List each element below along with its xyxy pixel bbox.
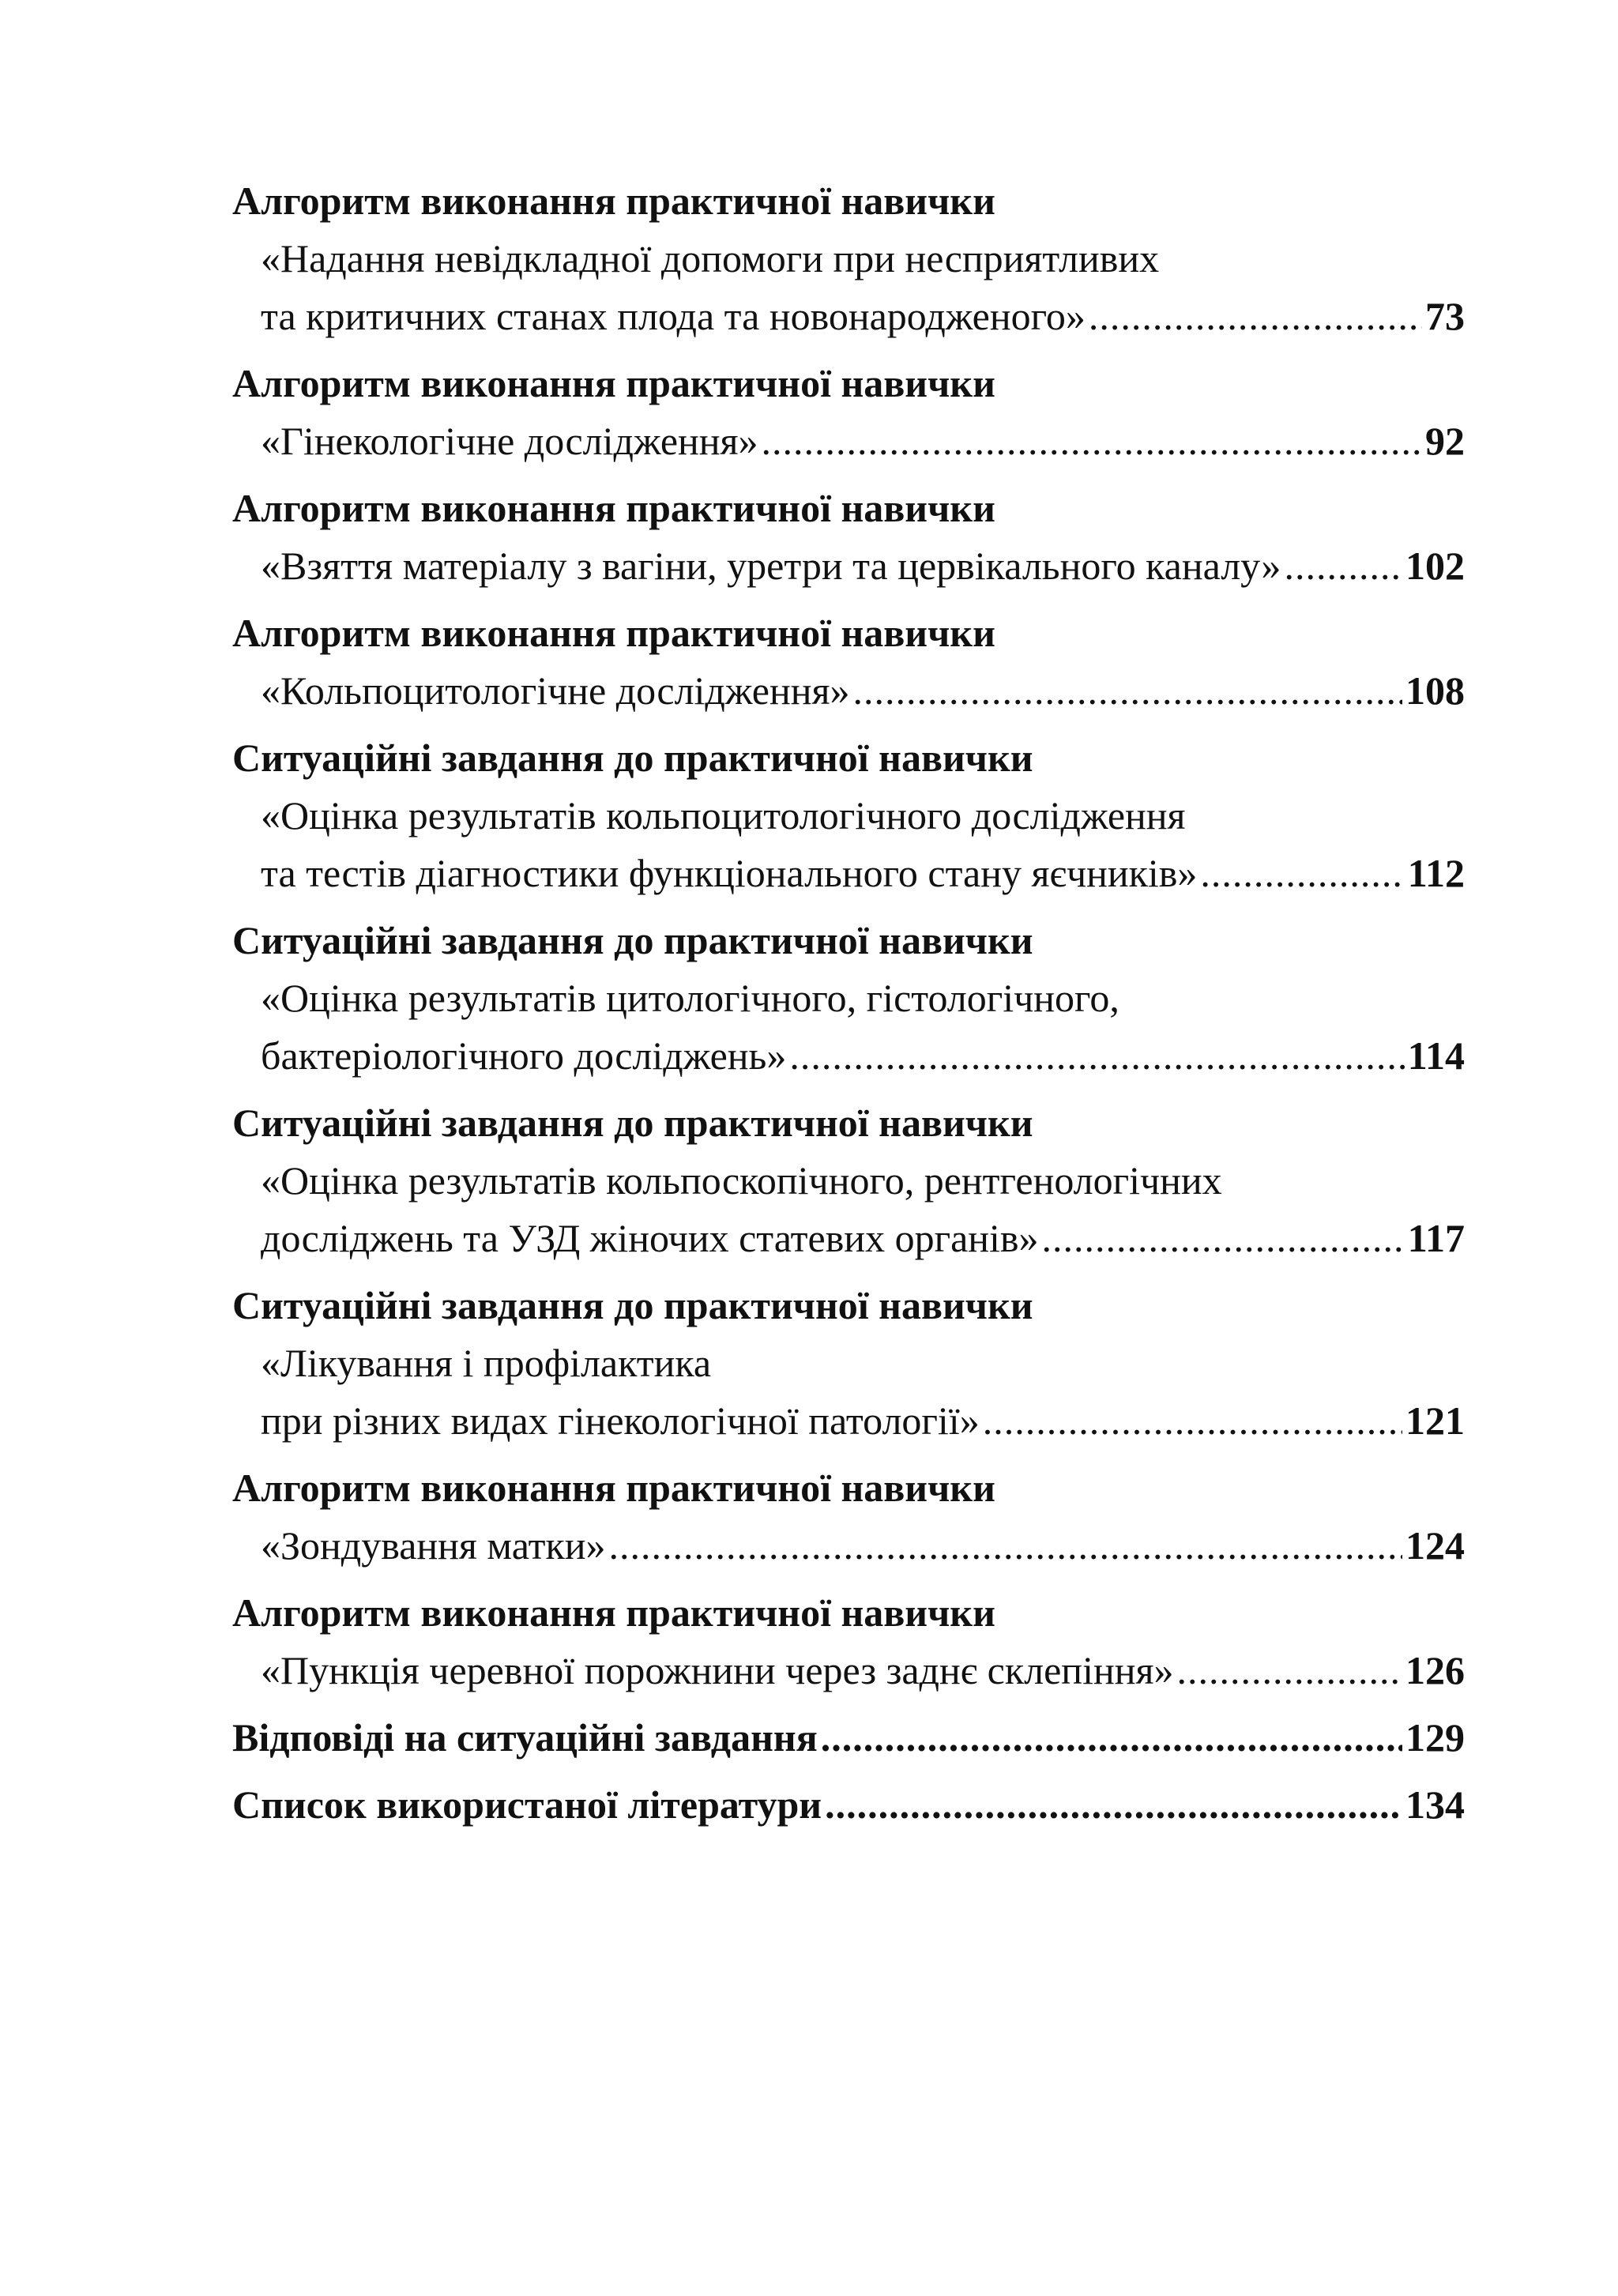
leader-dots <box>789 1027 1404 1085</box>
toc-answers-label: Відповіді на ситуаційні завдання <box>232 1715 818 1760</box>
toc-entry-title-line <box>232 1210 1465 1267</box>
leader-dots <box>1042 1210 1405 1267</box>
toc-entry-answers <box>232 1709 1465 1767</box>
leader-dots <box>1284 537 1402 595</box>
toc-references-line <box>232 1776 1465 1834</box>
toc-entry <box>232 1277 1465 1450</box>
toc-entry <box>232 355 1465 470</box>
toc-entry-page-number[interactable]: 92 <box>1425 419 1465 463</box>
toc-entry-page-number[interactable]: 126 <box>1405 1648 1465 1692</box>
leader-dots <box>1200 845 1404 902</box>
toc-entry-page-number[interactable]: 121 <box>1405 1398 1465 1443</box>
toc-entry-heading: Алгоритм виконання практичної навички <box>232 1466 995 1510</box>
toc-entry <box>232 172 1465 345</box>
toc-entry-title-line: «Оцінка результатів кольпоцитологічного дослідження <box>261 793 1186 837</box>
toc-entry-title-line: «Лікування і профілактика <box>261 1341 712 1385</box>
leader-dots <box>852 662 1402 720</box>
toc-answers-page-number[interactable]: 129 <box>1405 1715 1465 1760</box>
toc-entry-heading: Ситуаційні завдання до практичної навички <box>232 918 1033 962</box>
toc-entry <box>232 1584 1465 1699</box>
toc-entry-page-number[interactable]: 108 <box>1405 668 1465 713</box>
toc-entry-title-line: «Оцінка результатів кольпоскопічного, рентгенологічних <box>261 1158 1222 1203</box>
toc-answers-line <box>232 1709 1465 1767</box>
toc-entry <box>232 604 1465 720</box>
toc-entry-page-number[interactable]: 124 <box>1405 1523 1465 1568</box>
toc-entry-title-line <box>232 1642 1465 1699</box>
toc-entry <box>232 1459 1465 1575</box>
toc-entry-heading: Алгоритм виконання практичної навички <box>232 1590 995 1635</box>
toc-entry-page-number[interactable]: 112 <box>1407 851 1465 895</box>
toc-entry-title-text: та тестів діагностики функціонального стану яєчників» <box>261 851 1198 895</box>
toc-entry-page-number[interactable]: 73 <box>1425 294 1465 338</box>
toc-entry-title-text: досліджень та УЗД жіночих статевих органів» <box>261 1216 1039 1260</box>
leader-dots <box>609 1517 1403 1575</box>
toc-entry-title-text: та критичних станах плода та новонародженого» <box>261 294 1086 338</box>
toc-entry-heading: Алгоритм виконання практичної навички <box>232 361 995 405</box>
leader-dots <box>1089 288 1422 345</box>
toc-entry-page-number[interactable]: 117 <box>1407 1216 1465 1260</box>
toc-entry-title-text: «Кольпоцитологічне дослідження» <box>261 668 850 713</box>
toc-entry-title-line: «Оцінка результатів цитологічного, гістологічного, <box>261 976 1119 1020</box>
toc-entry-title-line <box>232 845 1465 902</box>
toc-entry <box>232 912 1465 1085</box>
toc-entry-title-line <box>232 1027 1465 1085</box>
toc-entry-title-line <box>232 1392 1465 1450</box>
toc-entry-heading: Ситуаційні завдання до практичної навички <box>232 736 1033 780</box>
toc-references-page-number[interactable]: 134 <box>1405 1782 1465 1827</box>
toc-entry <box>232 1094 1465 1267</box>
toc-entry-title-line <box>232 288 1465 345</box>
table-of-contents <box>232 172 1465 1843</box>
toc-entry-title-text: «Взяття матеріалу з вагіни, уретри та цервікального каналу» <box>261 544 1281 588</box>
toc-entry-page-number[interactable]: 102 <box>1405 544 1465 588</box>
toc-entry-references <box>232 1776 1465 1834</box>
toc-references-label: Список використаної літератури <box>232 1782 822 1827</box>
toc-entry-heading: Ситуаційні завдання до практичної навички <box>232 1101 1033 1145</box>
toc-entry-heading: Алгоритм виконання практичної навички <box>232 179 995 223</box>
leader-dots <box>1176 1642 1402 1699</box>
toc-entry-page-number[interactable]: 114 <box>1407 1033 1465 1078</box>
toc-entry <box>232 729 1465 902</box>
toc-entry-heading: Алгоритм виконання практичної навички <box>232 611 995 655</box>
toc-entry-title-line <box>232 662 1465 720</box>
toc-entry-heading: Алгоритм виконання практичної навички <box>232 486 995 530</box>
toc-entry-title-text: «Зондування матки» <box>261 1523 606 1568</box>
leader-dots <box>821 1709 1402 1767</box>
toc-entry-title-text: «Гінекологічне дослідження» <box>261 419 758 463</box>
toc-entry-title-text: «Пункція черевної порожнини через заднє склепіння» <box>261 1648 1174 1692</box>
toc-entry-heading: Ситуаційні завдання до практичної навички <box>232 1283 1033 1327</box>
toc-entry-title-line: «Надання невідкладної допомоги при несприятливих <box>261 236 1160 280</box>
toc-entry-title-text: бактеріологічного досліджень» <box>261 1033 787 1078</box>
leader-dots <box>825 1776 1402 1834</box>
toc-entry-title-line <box>232 537 1465 595</box>
toc-entry-title-text: при різних видах гінекологічної патології» <box>261 1398 980 1443</box>
toc-entry <box>232 480 1465 595</box>
toc-entry-title-line <box>232 1517 1465 1575</box>
leader-dots <box>762 412 1422 470</box>
toc-entry-title-line <box>232 412 1465 470</box>
leader-dots <box>983 1392 1402 1450</box>
